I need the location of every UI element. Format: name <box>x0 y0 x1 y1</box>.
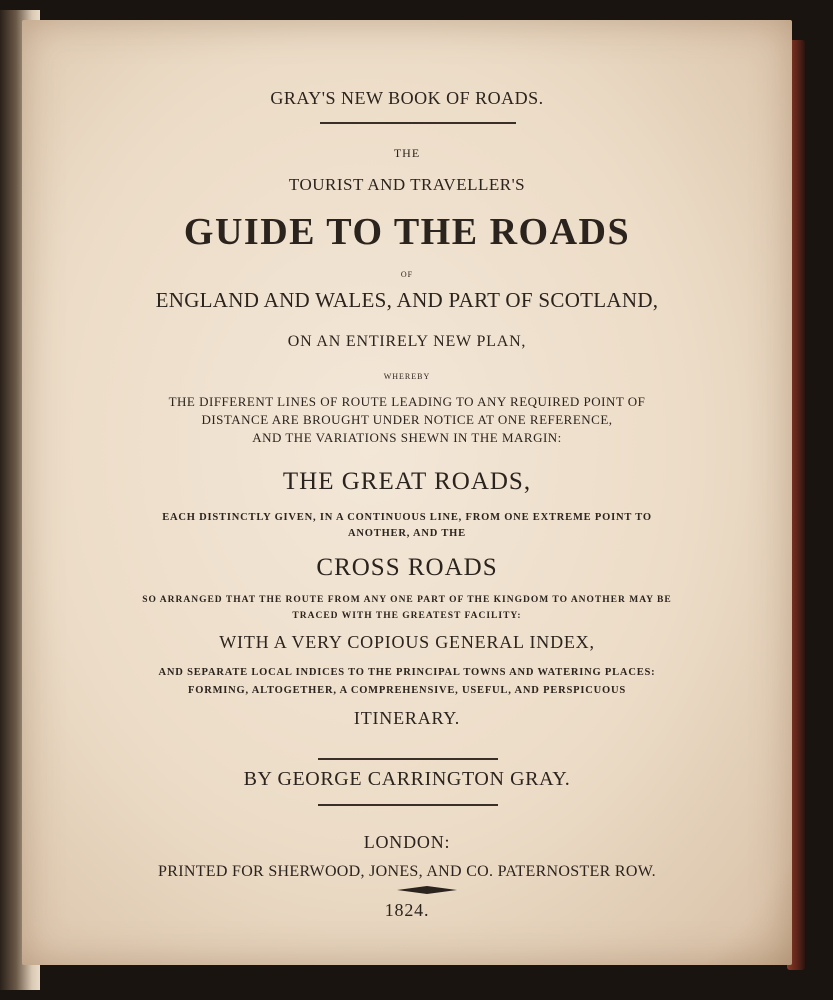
word-of: OF <box>400 270 414 279</box>
each-line-2: ANOTHER, AND THE <box>348 528 466 539</box>
index-line: WITH A VERY COPIOUS GENERAL INDEX, <box>219 632 595 652</box>
great-roads-heading: THE GREAT ROADS, <box>282 468 532 495</box>
main-title: GUIDE TO THE ROADS <box>183 211 631 253</box>
each-line-1: EACH DISTINCTLY GIVEN, IN A CONTINUOUS LINE, FROM ONE EXTREME POINT TO <box>162 512 652 523</box>
tourist-line: TOURIST AND TRAVELLER'S <box>288 175 526 194</box>
itinerary: ITINERARY. <box>353 708 461 728</box>
region-line: ENGLAND AND WALES, AND PART OF SCOTLAND, <box>155 288 659 312</box>
rule-above-author <box>318 758 498 760</box>
ornamental-rule <box>397 886 457 894</box>
printer-line: PRINTED FOR SHERWOOD, JONES, AND CO. PATERNOSTER ROW. <box>158 863 656 880</box>
word-the: THE <box>393 146 421 160</box>
year: 1824. <box>384 900 430 920</box>
word-whereby: WHEREBY <box>383 372 431 381</box>
route-line-2: DISTANCE ARE BROUGHT UNDER NOTICE AT ONE REFERENCE, <box>201 412 613 427</box>
rule-below-author <box>318 804 498 806</box>
so-line-1: SO ARRANGED THAT THE ROUTE FROM ANY ONE PART OF THE KINGDOM TO ANOTHER MAY BE <box>142 595 672 605</box>
route-line-3: AND THE VARIATIONS SHEWN IN THE MARGIN: <box>252 430 562 445</box>
rule-top <box>320 122 516 124</box>
separate-line-2: FORMING, ALTOGETHER, A COMPREHENSIVE, USEFUL, AND PERSPICUOUS <box>188 685 626 696</box>
title-page <box>22 20 792 965</box>
plan-line: ON AN ENTIRELY NEW PLAN, <box>287 333 527 350</box>
so-line-2: TRACED WITH THE GREATEST FACILITY: <box>292 611 522 621</box>
route-line-1: THE DIFFERENT LINES OF ROUTE LEADING TO ANY REQUIRED POINT OF <box>168 394 646 409</box>
separate-line-1: AND SEPARATE LOCAL INDICES TO THE PRINCIPAL TOWNS AND WATERING PLACES: <box>158 667 656 678</box>
series-title: GRAY'S NEW BOOK OF ROADS. <box>270 88 544 108</box>
author-line: BY GEORGE CARRINGTON GRAY. <box>243 768 571 790</box>
city: LONDON: <box>363 832 451 852</box>
cross-roads-heading: CROSS ROADS <box>316 554 498 581</box>
